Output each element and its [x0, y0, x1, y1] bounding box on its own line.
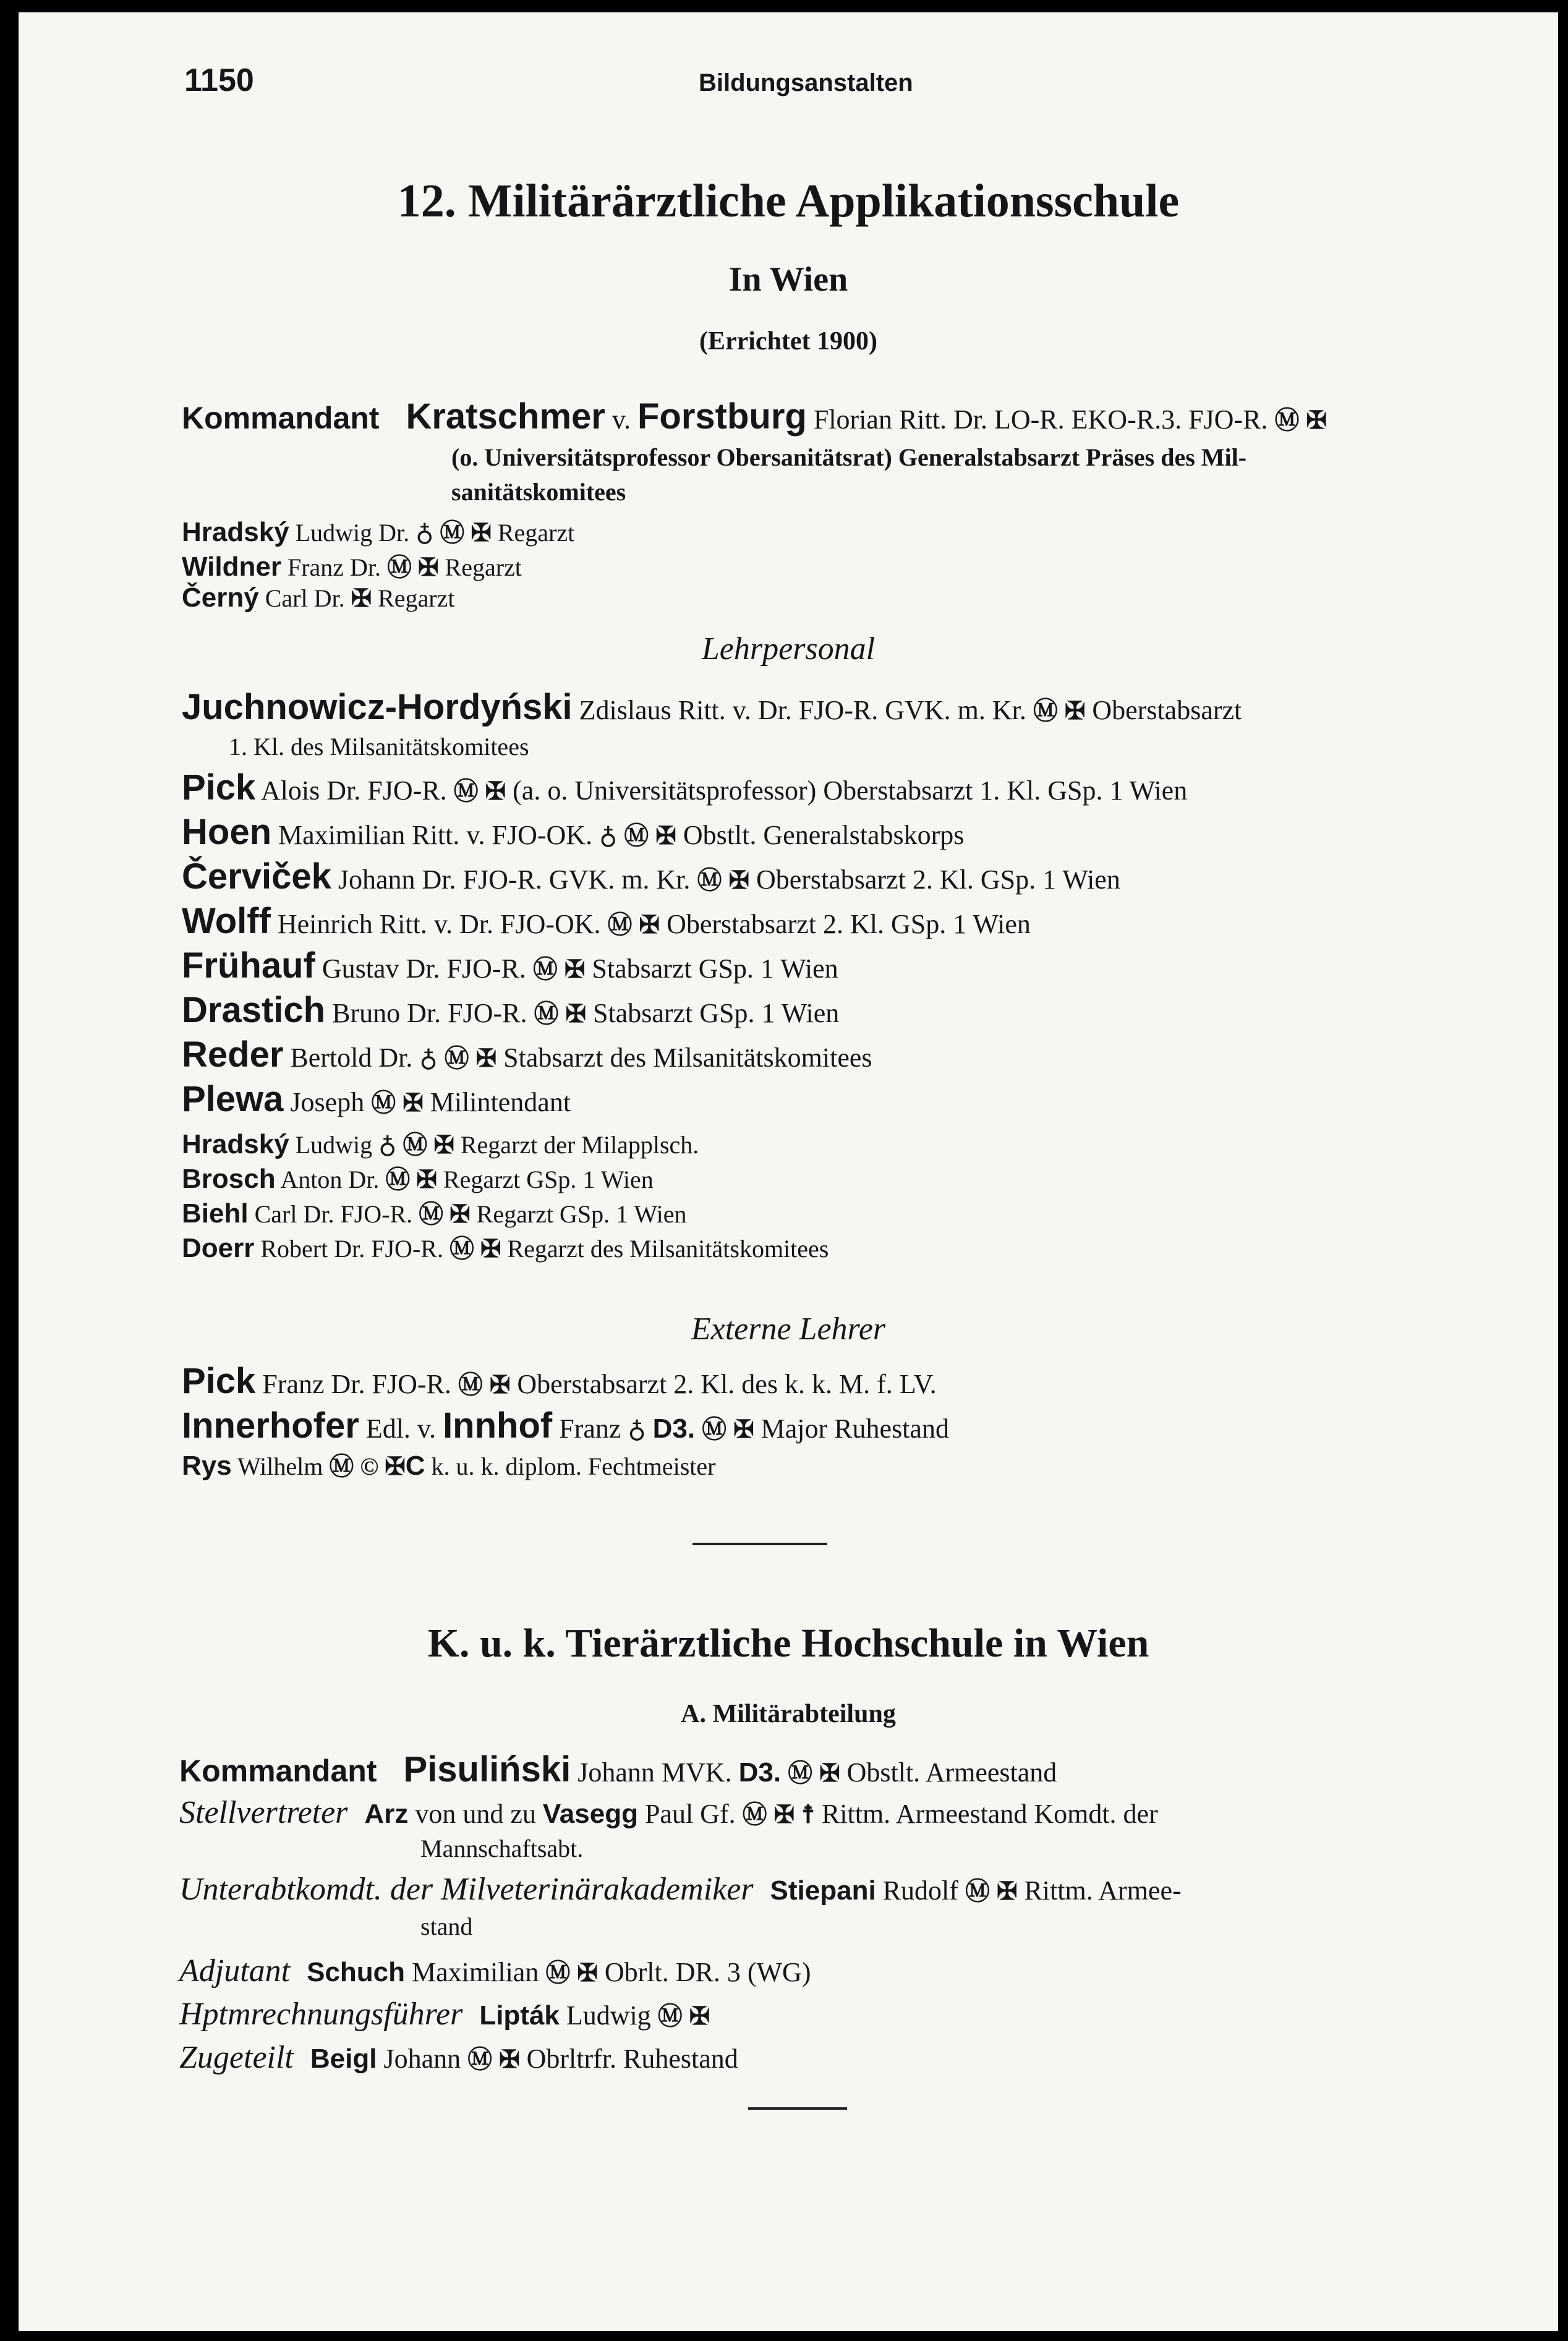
- school2-title: K. u. k. Tierärztliche Hochschule in Wien: [427, 1621, 1149, 1666]
- teacher-name2: Innhof: [443, 1405, 553, 1446]
- teacher-name: Drastich: [182, 990, 326, 1030]
- cross-icon: ✠: [655, 822, 676, 850]
- m-icon: Ⓜ: [440, 519, 465, 547]
- teacher-name: Rys: [182, 1451, 232, 1481]
- cross-icon: ✠: [385, 1452, 406, 1480]
- medal-icon: ♁: [419, 1044, 438, 1072]
- row-role: Stellvertreter: [179, 1795, 348, 1830]
- cross-icon: ✠: [480, 1235, 501, 1263]
- m-icon: Ⓜ: [385, 1166, 411, 1193]
- row-details: Maximilian: [412, 1957, 539, 1987]
- teacher-name: Pick: [182, 1361, 256, 1401]
- m-icon: Ⓜ: [387, 553, 412, 581]
- teacher-entry: [182, 1195, 686, 1230]
- cross-icon: ✠: [577, 1959, 598, 1987]
- teacher-title: Oberstabsarzt: [1092, 695, 1242, 725]
- teacher-title: Regarzt der Milapplsch.: [460, 1131, 699, 1159]
- row-name: Pisuliński: [403, 1749, 571, 1789]
- staff-name: Hradský: [182, 517, 289, 547]
- kommandant-line2: (o. Universitätsprofessor Obersanitätsrat) Generalstabsarzt Präses des Mil-: [451, 443, 1247, 471]
- teacher-entry: [182, 989, 839, 1031]
- teacher-details: Joseph: [290, 1087, 365, 1117]
- section-divider: [692, 1543, 827, 1545]
- teacher-details: Carl Dr. FJO-R.: [254, 1200, 413, 1228]
- row-decoration: D3.: [738, 1757, 782, 1788]
- school-founded: (Errichtet 1900): [699, 327, 878, 356]
- military-row-line2: Mannschaftsabt.: [420, 1835, 584, 1862]
- page-number: 1150: [184, 62, 254, 98]
- kommandant-details: Florian Ritt. Dr. LO-R. EKO-R.3. FJO-R.: [813, 404, 1268, 435]
- cross-icon: ✠: [728, 866, 749, 894]
- external-teacher-entry: [182, 1447, 716, 1482]
- section-divider: [748, 2107, 847, 2110]
- staff-title: Regarzt: [378, 584, 455, 612]
- teacher-entry: [182, 900, 1031, 942]
- teacher-title: Oberstabsarzt 2. Kl. des k. k. M. f. LV.: [517, 1369, 937, 1399]
- teacher-title: Stabsarzt GSp. 1 Wien: [592, 998, 840, 1028]
- kommandant-name2: Forstburg: [637, 396, 807, 437]
- m-icon: Ⓜ: [965, 1877, 990, 1905]
- row-role: Unterabtkomdt. der Milveterinärakademiker: [179, 1872, 754, 1907]
- teacher-details: Franz: [559, 1414, 621, 1444]
- cross-icon: ✠: [416, 1166, 437, 1193]
- m-icon: Ⓜ: [371, 1089, 396, 1117]
- medal-icon: ♁: [378, 1131, 397, 1159]
- row-title: Rittm. Armeestand Komdt. der: [821, 1799, 1158, 1829]
- teacher-entry: [182, 811, 964, 853]
- teacher-name: Pick: [182, 767, 256, 808]
- teacher-entry: [182, 1034, 872, 1075]
- cross-icon: ✠: [475, 1044, 497, 1072]
- teacher-details: Alois Dr. FJO-R.: [260, 775, 447, 806]
- dagger-icon: ☨: [801, 1801, 815, 1828]
- teacher-entry: [182, 1078, 571, 1120]
- staff-details: Franz Dr.: [287, 553, 381, 581]
- cross-icon: ✠: [499, 2045, 520, 2073]
- teacher-details: Johann Dr. FJO-R. GVK. m. Kr.: [338, 864, 691, 895]
- m-icon: Ⓜ: [1274, 406, 1300, 434]
- school-title: 12. Militärärztliche Applikationsschule: [397, 175, 1180, 227]
- cross-icon: ✠: [450, 1200, 471, 1228]
- m-icon: Ⓜ: [453, 777, 479, 805]
- teacher-entry: [182, 1125, 699, 1161]
- kommandant-surname: Kratschmer: [406, 396, 605, 437]
- m-icon: Ⓜ: [467, 2045, 493, 2073]
- teacher-entry: [182, 767, 1187, 808]
- military-row-zugeteilt: [179, 2039, 738, 2076]
- teacher-name: Frühauf: [182, 945, 315, 986]
- row-role: Hptmrechnungsführer: [179, 1997, 463, 2032]
- teacher-entry: [182, 1160, 654, 1195]
- cross-icon: ✠: [1064, 697, 1086, 725]
- teacher-details: Gustav Dr. FJO-R.: [322, 953, 526, 984]
- teacher-title: Regarzt GSp. 1 Wien: [476, 1200, 687, 1228]
- staff-entry: [182, 548, 522, 583]
- teacher-details: Anton Dr.: [280, 1166, 380, 1193]
- row-details: Paul Gf.: [644, 1799, 736, 1829]
- military-row-line2: stand: [420, 1912, 473, 1940]
- running-title: Bildungsanstalten: [699, 69, 913, 96]
- row-details: Johann MVK.: [577, 1757, 732, 1788]
- m-icon: Ⓜ: [624, 822, 649, 850]
- teacher-details: Ludwig: [295, 1131, 373, 1159]
- cross-icon: ✠: [689, 2002, 710, 2030]
- school2-subtitle: A. Militärabteilung: [681, 1700, 896, 1728]
- staff-name: Wildner: [182, 552, 281, 582]
- teacher-particle: Edl. v.: [365, 1414, 437, 1444]
- kommandant-entry: [182, 396, 1327, 437]
- teacher-name: Biehl: [182, 1198, 249, 1229]
- cross-icon: ✠: [773, 1801, 795, 1828]
- military-row-unterabt: [179, 1871, 1182, 1908]
- teacher-entry: [182, 686, 1242, 728]
- document-page: [19, 12, 1558, 2331]
- teacher-name: Innerhofer: [182, 1405, 359, 1446]
- cross-icon: ✠: [489, 1371, 511, 1399]
- row-name: Beigl: [310, 2044, 377, 2074]
- row-title: Obrlt. DR. 3 (WG): [604, 1957, 811, 1987]
- teacher-name: Červiček: [182, 856, 331, 897]
- staff-name: Černý: [182, 582, 259, 613]
- cross-icon: ✠: [1306, 406, 1327, 434]
- teacher-title: Stabsarzt GSp. 1 Wien: [592, 953, 838, 984]
- row-name2: Vasegg: [542, 1799, 638, 1829]
- m-icon: Ⓜ: [657, 2002, 683, 2030]
- row-title: Obstlt. Armeestand: [846, 1757, 1057, 1788]
- military-row-adjutant: [179, 1953, 811, 1989]
- staff-title: Regarzt: [445, 553, 522, 581]
- m-icon: Ⓜ: [444, 1044, 469, 1072]
- teacher-name: Hoen: [182, 812, 271, 852]
- staff-details: Carl Dr.: [265, 584, 345, 612]
- medal-icon: ♁: [628, 1415, 646, 1443]
- teacher-title: Major Ruhestand: [761, 1414, 949, 1444]
- teacher-details: Heinrich Ritt. v. Dr. FJO-OK.: [277, 909, 601, 939]
- external-teacher-entry: [182, 1360, 937, 1402]
- teacher-name: Brosch: [182, 1164, 276, 1194]
- teacher-name: Wolff: [182, 901, 271, 941]
- section-heading-externe: Externe Lehrer: [691, 1311, 886, 1347]
- m-icon: Ⓜ: [534, 1000, 559, 1028]
- row-name: Schuch: [307, 1957, 406, 1987]
- cross-icon: ✠: [351, 584, 372, 612]
- m-icon: Ⓜ: [788, 1759, 813, 1787]
- m-icon: Ⓜ: [403, 1131, 428, 1159]
- teacher-title: Oberstabsarzt 2. Kl. GSp. 1 Wien: [667, 909, 1031, 939]
- teacher-name: Reder: [182, 1034, 284, 1075]
- teacher-title: Milintendant: [430, 1087, 571, 1117]
- teacher-details: Maximilian Ritt. v. FJO-OK.: [278, 820, 593, 850]
- cross-icon: ✠: [471, 519, 492, 547]
- row-details: Rudolf: [882, 1875, 958, 1906]
- cross-icon: ✠: [433, 1131, 454, 1159]
- kommandant-particle: v.: [611, 404, 631, 435]
- teacher-details: Bruno Dr. FJO-R.: [332, 998, 527, 1028]
- section-heading-lehrpersonal: Lehrpersonal: [701, 631, 876, 667]
- kommandant-line3: sanitätskomitees: [451, 478, 626, 506]
- m-icon: Ⓜ: [532, 955, 558, 983]
- cross-icon: ✠: [418, 553, 439, 581]
- kommandant-label: Kommandant: [182, 401, 380, 435]
- m-icon: Ⓜ: [545, 1959, 571, 1987]
- m-icon: Ⓜ: [458, 1371, 483, 1399]
- m-icon: Ⓜ: [742, 1801, 767, 1828]
- row-role: Adjutant: [179, 1953, 291, 1989]
- teacher-name: Plewa: [182, 1079, 284, 1119]
- m-icon: Ⓜ: [419, 1200, 444, 1228]
- cross-icon: ✠: [403, 1089, 424, 1117]
- school-location: In Wien: [728, 260, 848, 299]
- cross-suffix: C: [405, 1451, 425, 1481]
- teacher-entry: [182, 1229, 829, 1264]
- cross-icon: ✠: [733, 1415, 754, 1443]
- cross-icon: ✠: [564, 955, 586, 983]
- staff-entry: [182, 582, 454, 613]
- medal-icon: ♁: [415, 519, 434, 547]
- copyright-c-icon: ©: [360, 1452, 379, 1480]
- row-title: Rittm. Armee-: [1024, 1875, 1182, 1906]
- teacher-title: (a. o. Universitätsprofessor) Oberstabsarzt 1. Kl. GSp. 1 Wien: [513, 775, 1188, 806]
- cross-icon: ✠: [639, 911, 660, 939]
- military-row-hptrechnung: [179, 1996, 710, 2032]
- row-name: Arz: [364, 1799, 409, 1829]
- teacher-details: Wilhelm: [237, 1452, 323, 1480]
- teacher-details: Zdislaus Ritt. v. Dr. FJO-R. GVK. m. Kr.: [579, 695, 1026, 725]
- row-role: Zugeteilt: [179, 2040, 294, 2075]
- teacher-title: k. u. k. diplom. Fechtmeister: [431, 1452, 716, 1480]
- row-role: Kommandant: [179, 1754, 377, 1788]
- teacher-name: Doerr: [182, 1233, 255, 1263]
- teacher-details: Bertold Dr.: [290, 1043, 413, 1073]
- staff-entry: [182, 513, 574, 548]
- staff-details: Ludwig Dr.: [295, 519, 410, 547]
- m-icon: Ⓜ: [702, 1415, 727, 1443]
- staff-title: Regarzt: [497, 519, 575, 547]
- teacher-line2: 1. Kl. des Milsanitätskomitees: [229, 733, 529, 761]
- cross-icon: ✠: [996, 1877, 1018, 1905]
- row-title: Obrltrfr. Ruhestand: [526, 2044, 738, 2074]
- row-details: Ludwig: [566, 2000, 651, 2031]
- cross-icon: ✠: [485, 777, 506, 805]
- row-details: Johann: [383, 2044, 461, 2074]
- m-icon: Ⓜ: [449, 1235, 474, 1263]
- m-icon: Ⓜ: [697, 866, 722, 894]
- teacher-name: Hradský: [182, 1129, 289, 1159]
- teacher-title: Regarzt des Milsanitätskomitees: [507, 1235, 829, 1263]
- teacher-title: Oberstabsarzt 2. Kl. GSp. 1 Wien: [756, 864, 1120, 895]
- medal-icon: ♁: [599, 822, 618, 850]
- m-icon: Ⓜ: [329, 1452, 354, 1480]
- row-particle: von und zu: [415, 1799, 536, 1829]
- cross-icon: ✠: [819, 1759, 840, 1787]
- teacher-title: Stabsarzt des Milsanitätskomitees: [503, 1043, 872, 1073]
- teacher-name: Juchnowicz-Hordyński: [182, 687, 573, 727]
- row-name: Stiepani: [770, 1875, 876, 1906]
- military-row-stellvertreter: [179, 1794, 1158, 1831]
- teacher-details: Robert Dr. FJO-R.: [260, 1235, 443, 1263]
- military-row-kommandant: [179, 1749, 1057, 1790]
- m-icon: Ⓜ: [607, 911, 633, 939]
- teacher-title: Regarzt GSp. 1 Wien: [443, 1166, 654, 1193]
- m-icon: Ⓜ: [1033, 697, 1058, 725]
- teacher-entry: [182, 856, 1120, 897]
- teacher-decoration: D3.: [652, 1414, 696, 1444]
- cross-icon: ✠: [565, 1000, 586, 1028]
- teacher-entry: [182, 945, 838, 986]
- teacher-title: Obstlt. Generalstabskorps: [683, 820, 965, 850]
- teacher-details: Franz Dr. FJO-R.: [262, 1369, 451, 1399]
- row-name: Lipták: [479, 2000, 560, 2031]
- external-teacher-entry: [182, 1405, 949, 1446]
